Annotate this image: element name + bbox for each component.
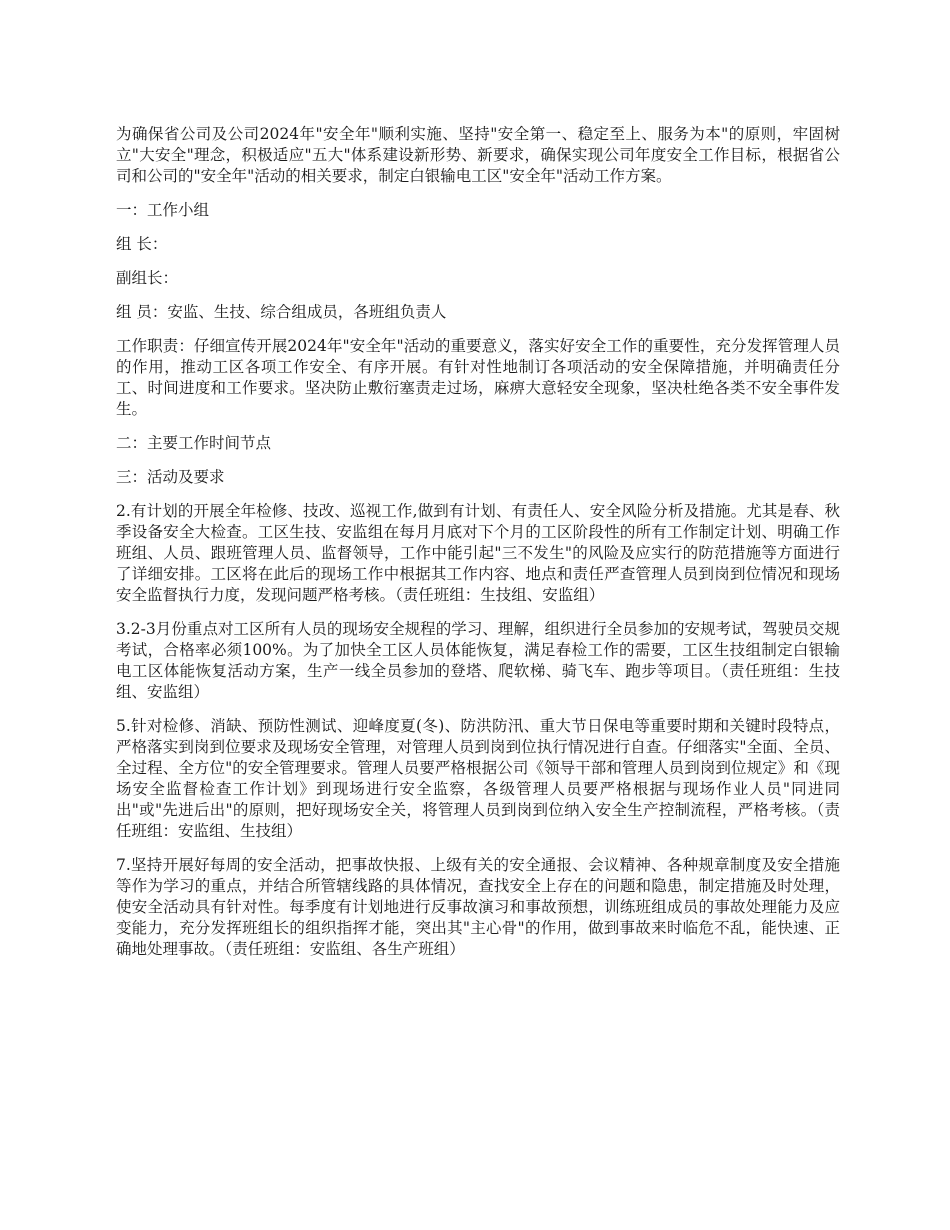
deputy-leader-line: 副组长： <box>116 269 179 287</box>
document-page <box>116 124 840 973</box>
section-heading-work-group: 一：工作小组 <box>116 201 210 219</box>
section-heading-activities: 三：活动及要求 <box>116 468 225 486</box>
group-leader-line: 组 长： <box>116 235 168 253</box>
activity-item-7: 7.坚持开展好每周的安全活动，把事故快报、上级有关的安全通报、会议精神、各种规章制度及安全措施等作为学习的重点，并结合所管辖线路的具体情况，查找安全上存在的问题和隐患，制定措施及时处理，使安全活动具有针对性。每季度有计划地进行反事故演习和事故预想，训练班组成员的事故处理能力及应变能力，充分发挥班组长的组织指挥才能，突出其"主心骨"的作用，做到事故来时临危不乱，能快速、正确地处理事故。（责任班组：安监组、各生产班组） <box>116 856 840 958</box>
activity-item-3: 3.2-3月份重点对工区所有人员的现场安全规程的学习、理解，组织进行全员参加的安规考试，驾驶员交规考试，合格率必须100%。为了加快全工区人员体能恢复，满足春检工作的需要，工区生技组制定白银输电工区体能恢复活动方案，生产一线全员参加的登塔、爬软梯、骑飞车、跑步等项目。（责任班组：生技组、安监组） <box>116 620 840 701</box>
group-members-line: 组 员：安监、生技、综合组成员，各班组负责人 <box>116 303 447 321</box>
activity-item-5: 5.针对检修、消缺、预防性测试、迎峰度夏(冬)、防洪防汛、重大节日保电等重要时期和关键时段特点，严格落实到岗到位要求及现场安全管理，对管理人员到岗到位执行情况进行自查。仔细落实"全面、全员、全过程、全方位"的安全管理要求。管理人员要严格根据公司《领导干部和管理人员到岗到位规定》和《现场安全监督检查工作计划》到现场进行安全监察，各级管理人员要严格根据与现场作业人员"同进同出"或"先进后出"的原则，把好现场安全关，将管理人员到岗到位纳入安全生产控制流程，严格考核。（责任班组：安监组、生技组） <box>116 717 840 840</box>
work-duties-paragraph: 工作职责：仔细宣传开展2024年"安全年"活动的重要意义，落实好安全工作的重要性，充分发挥管理人员的作用，推动工区各项工作安全、有序开展。有针对性地制订各项活动的安全保障措施，并明确责任分工、时间进度和工作要求。坚决防止敷衍塞责走过场，麻痹大意轻安全现象，坚决杜绝各类不安全事件发生。 <box>116 337 840 418</box>
section-heading-time-nodes: 二：主要工作时间节点 <box>116 434 272 452</box>
intro-paragraph: 为确保省公司及公司2024年"安全年"顺利实施、坚持"安全第一、稳定至上、服务为本"的原则，牢固树立"大安全"理念，积极适应"五大"体系建设新形势、新要求，确保实现公司年度安全工作目标，根据省公司和公司的"安全年"活动的相关要求，制定白银输电工区"安全年"活动工作方案。 <box>116 125 840 185</box>
activity-item-2: 2.有计划的开展全年检修、技改、巡视工作,做到有计划、有责任人、安全风险分析及措施。尤其是春、秋季设备安全大检查。工区生技、安监组在每月月底对下个月的工区阶段性的所有工作制定计划、明确工作班组、人员、跟班管理人员、监督领导，工作中能引起"三不发生"的风险及应实行的防范措施等方面进行了详细安排。工区将在此后的现场工作中根据其工作内容、地点和责任严查管理人员到岗到位情况和现场安全监督执行力度，发现问题严格考核。（责任班组：生技组、安监组） <box>116 502 840 604</box>
